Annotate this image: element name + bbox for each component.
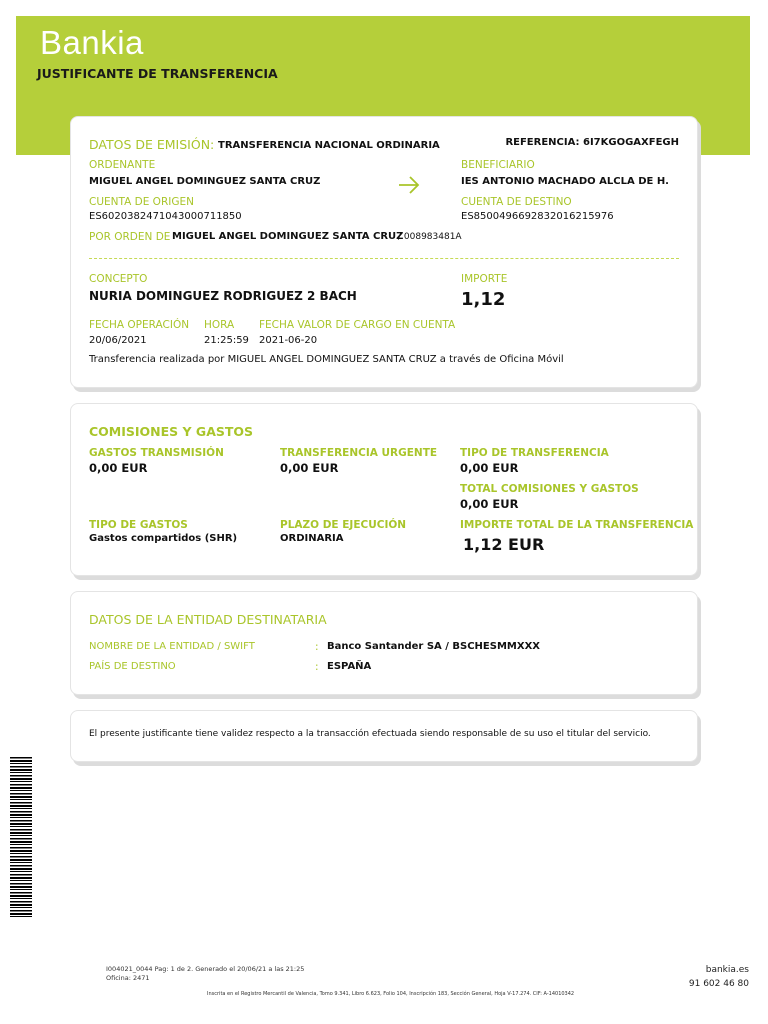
fecha-op-label: FECHA OPERACIÓN <box>89 319 190 331</box>
gastos-transmision-label: GASTOS TRANSMISIÓN <box>89 447 224 459</box>
por-orden-value: MIGUEL ANGEL DOMINGUEZ SANTA CRUZ <box>172 231 404 242</box>
importe-total-value: 1,12 EUR <box>463 535 545 554</box>
ordenante-value: MIGUEL ANGEL DOMINGUEZ SANTA CRUZ <box>89 176 321 187</box>
emision-card <box>70 116 698 388</box>
bankia-logo: Bankia <box>40 24 144 61</box>
comisiones-card <box>70 403 698 576</box>
tipo-gastos-value: Gastos compartidos (SHR) <box>89 533 238 544</box>
importe-total-label: IMPORTE TOTAL DE LA TRANSFERENCIA <box>460 519 694 531</box>
tipo-gastos-label: TIPO DE GASTOS <box>89 519 188 531</box>
pais-label: PAÍS DE DESTINO <box>89 661 176 672</box>
referencia: REFERENCIA: 6I7KGOGAXFEGH <box>505 137 679 148</box>
pais-sep: : <box>315 661 319 673</box>
cuenta-origen-value: ES6020382471043000711850 <box>89 211 242 222</box>
por-orden-label: POR ORDEN DE <box>89 231 171 243</box>
plazo-value: ORDINARIA <box>280 533 344 544</box>
emision-label: DATOS DE EMISIÓN: <box>89 137 215 152</box>
entidad-card <box>70 591 698 695</box>
barcode <box>10 757 32 919</box>
hora-label: HORA <box>204 319 235 331</box>
total-comisiones-value: 0,00 EUR <box>460 497 519 511</box>
footer-web[interactable]: bankia.es <box>705 965 749 975</box>
fecha-valor-label: FECHA VALOR DE CARGO EN CUENTA <box>259 319 456 331</box>
page-title: JUSTIFICANTE DE TRANSFERENCIA <box>37 66 278 81</box>
concepto-label: CONCEPTO <box>89 273 148 285</box>
footer-line2: Oficina: 2471 <box>106 974 150 982</box>
cuenta-destino-label: CUENTA DE DESTINO <box>461 196 572 208</box>
transf-urgente-value: 0,00 EUR <box>280 461 339 475</box>
plazo-label: PLAZO DE EJECUCIÓN <box>280 519 407 531</box>
beneficiario-value: IES ANTONIO MACHADO ALCLA DE H. <box>461 176 669 187</box>
total-comisiones-label: TOTAL COMISIONES Y GASTOS <box>460 483 639 495</box>
footer-line1: I004021_0044 Pag: 1 de 2. Generado el 20/06/21 a las 21:25 <box>106 965 305 973</box>
pais-value: ESPAÑA <box>327 661 372 672</box>
disclaimer-text: El presente justificante tiene validez respecto a la transacción efectuada siendo responsable de su uso el titular del servicio. <box>89 729 651 739</box>
divider <box>89 258 679 259</box>
fecha-op-value: 20/06/2021 <box>89 335 147 346</box>
nombre-entidad-value: Banco Santander SA / BSCHESMMXXX <box>327 641 540 652</box>
entidad-title: DATOS DE LA ENTIDAD DESTINATARIA <box>89 612 327 627</box>
nombre-entidad-label: NOMBRE DE LA ENTIDAD / SWIFT <box>89 641 255 652</box>
beneficiario-label: BENEFICIARIO <box>461 159 535 171</box>
footer-registro: Inscrita en el Registro Mercantil de Valencia, Tomo 9.341, Libro 6.623, Folio 104, Inscripción 183, Sección General, Hoja V-17.274. CIF: A-14010342 <box>207 991 575 997</box>
arrow-right-icon <box>397 175 421 195</box>
importe-value: 1,12 <box>461 289 506 310</box>
emision-type: TRANSFERENCIA NACIONAL ORDINARIA <box>218 140 440 151</box>
ordenante-label: ORDENANTE <box>89 159 156 171</box>
importe-label: IMPORTE <box>461 273 508 285</box>
nombre-sep: : <box>315 641 319 653</box>
concepto-value: NURIA DOMINGUEZ RODRIGUEZ 2 BACH <box>89 289 357 303</box>
disclaimer-card <box>70 710 698 762</box>
gastos-transmision-value: 0,00 EUR <box>89 461 148 475</box>
tipo-transf-value: 0,00 EUR <box>460 461 519 475</box>
fecha-valor-value: 2021-06-20 <box>259 335 318 346</box>
footer-phone: 91 602 46 80 <box>688 979 749 989</box>
nota: Transferencia realizada por MIGUEL ANGEL DOMINGUEZ SANTA CRUZ a través de Oficina Móvil <box>89 354 564 365</box>
transf-urgente-label: TRANSFERENCIA URGENTE <box>280 447 438 459</box>
comisiones-title: COMISIONES Y GASTOS <box>89 424 254 439</box>
cuenta-origen-label: CUENTA DE ORIGEN <box>89 196 194 208</box>
cuenta-destino-value: ES8500496692832016215976 <box>461 211 614 222</box>
hora-value: 21:25:59 <box>204 335 249 346</box>
por-orden-id: / 008983481A <box>398 232 462 242</box>
tipo-transf-label: TIPO DE TRANSFERENCIA <box>460 447 609 459</box>
